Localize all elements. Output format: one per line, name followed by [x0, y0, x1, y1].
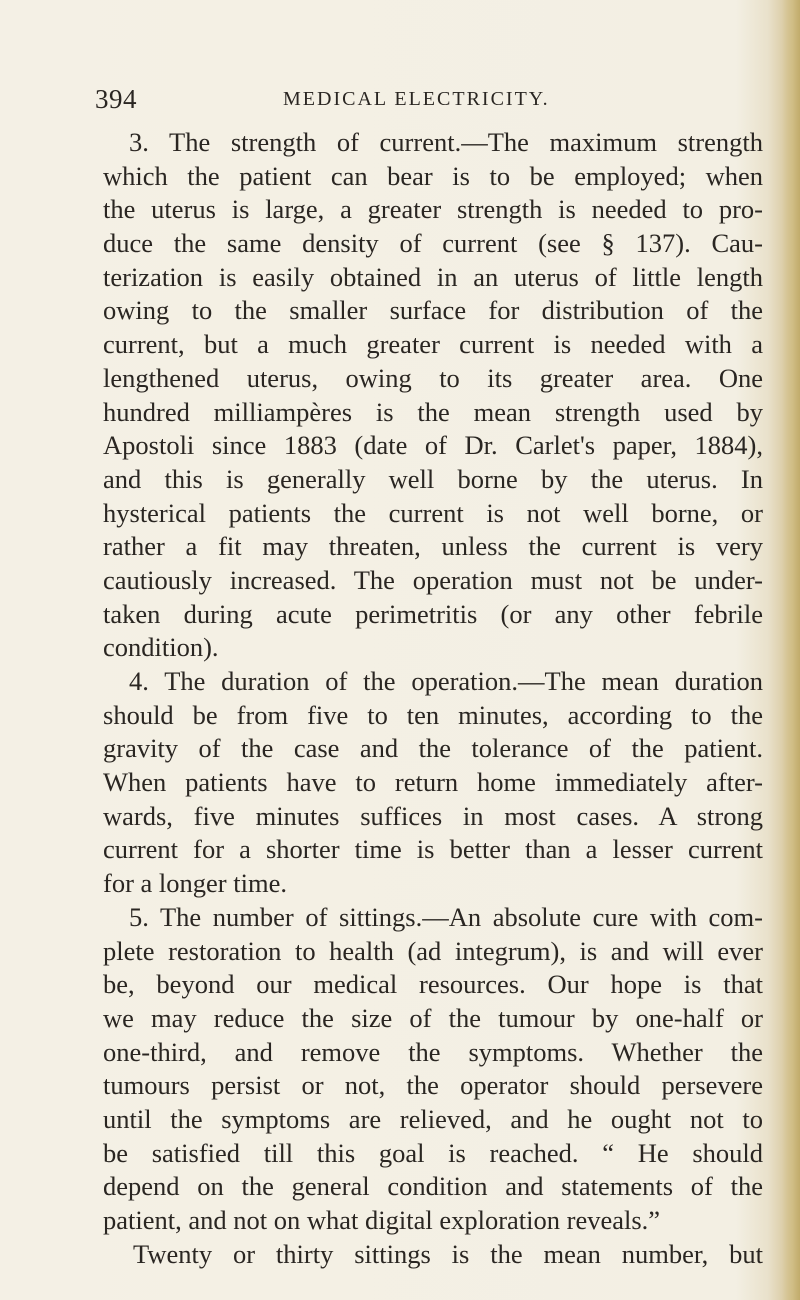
text-line: we may reduce the size of the tumour by one-half or: [103, 1002, 763, 1033]
text-line: and this is generally well borne by the uterus. In: [103, 463, 763, 494]
text-line: be, beyond our medical resources. Our hope is that: [103, 969, 763, 1000]
text-line: for a longer time.: [103, 868, 287, 899]
text-line: taken during acute perimetritis (or any other febrile: [103, 598, 763, 629]
text-line: depend on the general condition and statements of the: [103, 1171, 763, 1202]
text-line: condition).: [103, 632, 219, 663]
text-line: current, but a much greater current is needed with a: [103, 329, 763, 360]
text-line: until the symptoms are relieved, and he ought not to: [103, 1103, 763, 1134]
text-line: gravity of the case and the tolerance of the patient.: [103, 733, 763, 764]
text-line: hysterical patients the current is not well borne, or: [103, 497, 763, 528]
text-line: duce the same density of current (see § 137). Cau-: [103, 228, 763, 259]
text-line: rather a fit may threaten, unless the current is very: [103, 531, 763, 562]
text-line: cautiously increased. The operation must not be under-: [103, 564, 763, 595]
body-text: [103, 126, 763, 1271]
text-line: tumours persist or not, the operator should persevere: [103, 1070, 763, 1101]
text-line: current for a shorter time is better than a lesser current: [103, 834, 763, 865]
page-header: [95, 84, 755, 120]
text-line: Apostoli since 1883 (date of Dr. Carlet's paper, 1884),: [103, 430, 763, 461]
text-line: 3. The strength of current.—The maximum strength: [129, 127, 763, 157]
text-line: should be from five to ten minutes, according to the: [103, 699, 763, 730]
text-line: 4. The duration of the operation.—The mean duration: [129, 666, 763, 696]
text-line: When patients have to return home immediately after-: [103, 767, 763, 798]
text-line: wards, five minutes suffices in most cases. A strong: [103, 800, 763, 831]
text-line: terization is easily obtained in an uterus of little length: [103, 261, 763, 292]
text-line: patient, and not on what digital exploration reveals.”: [103, 1205, 661, 1235]
page-edge-shadow: [782, 0, 800, 1300]
text-line: lengthened uterus, owing to its greater area. One: [103, 362, 763, 393]
text-line: be satisfied till this goal is reached. “ He should: [103, 1137, 763, 1168]
text-line: the uterus is large, a greater strength is needed to pro-: [103, 194, 763, 225]
text-line: plete restoration to health (ad integrum), is and will ever: [103, 935, 763, 966]
running-head: MEDICAL ELECTRICITY.: [283, 88, 550, 110]
text-line: 5. The number of sittings.—An absolute cure with com-: [129, 901, 763, 932]
text-line: which the patient can bear is to be employed; when: [103, 160, 763, 191]
text-line: one-third, and remove the symptoms. Whether the: [103, 1036, 763, 1067]
text-line: Twenty or thirty sittings is the mean number, but: [133, 1238, 763, 1269]
text-line: hundred milliampères is the mean strength used by: [103, 396, 763, 427]
text-line: owing to the smaller surface for distribution of the: [103, 295, 763, 326]
page-number: 394: [95, 84, 137, 114]
